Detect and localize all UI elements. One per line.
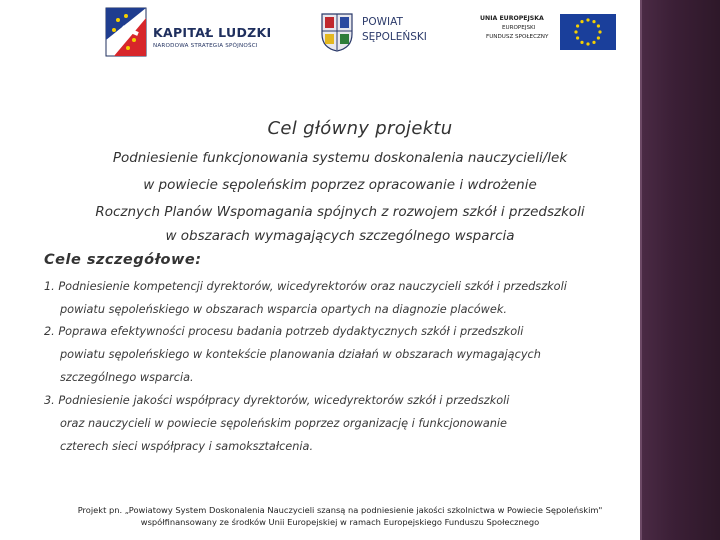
goal-1-line: 1. Podniesienie kompetencji dyrektorów, wicedyrektorów oraz nauczycieli szkół i przedszkoli: [44, 280, 567, 293]
ue-line2: EUROPEJSKI: [502, 25, 536, 31]
goal-1-line: powiatu sępoleńskiego w obszarach wsparcia opartych na diagnozie placówek.: [60, 303, 507, 316]
specific-goals-heading: Cele szczegółowe:: [44, 252, 202, 268]
goal-3-line: czterech sieci współpracy i samokształcenia.: [60, 440, 314, 453]
coat-of-arms-icon: [320, 12, 354, 52]
decorative-sidebar: [642, 0, 720, 540]
kapital-ludzki-logo: [104, 6, 284, 62]
unia-europejska-logo: [478, 12, 618, 52]
logo-header: [0, 0, 640, 70]
ue-line1: UNIA EUROPEJSKA: [480, 15, 544, 22]
goal-2-line: 2. Poprawa efektywności procesu badania potrzeb dydaktycznych szkół i przedszkoli: [44, 325, 524, 338]
footer-line1: Projekt pn. „Powiatowy System Doskonalenia Nauczycieli szansą na podniesienie jakości szkolnictwa w Powiecie Sępoleńskim": [77, 505, 603, 515]
main-goal-line: w powiecie sępoleńskim poprzez opracowanie i wdrożenie: [143, 177, 537, 193]
goal-3-line: oraz nauczycieli w powiecie sępoleńskim poprzez organizację i funkcjonowanie: [60, 417, 507, 430]
ue-line3: FUNDUSZ SPOŁECZNY: [486, 34, 549, 40]
kapital-ludzki-subtitle: NARODOWA STRATEGIA SPÓJNOŚCI: [153, 43, 258, 49]
powiat-line2: SĘPOLEŃSKI: [362, 31, 427, 43]
page-title: Cel główny projektu: [267, 118, 453, 139]
footer-line2: współfinansowany ze środków Unii Europejskiej w ramach Europejskiego Funduszu Społecznego: [140, 517, 540, 527]
main-goal-line: w obszarach wymagających szczególnego wsparcia: [165, 228, 515, 244]
powiat-line1: POWIAT: [362, 16, 403, 28]
powiat-logo: [320, 12, 430, 52]
main-goal-line: Podniesienie funkcjonowania systemu doskonalenia nauczycieli/lek: [112, 150, 568, 166]
goal-2-line: powiatu sępoleńskiego w kontekście planowania działań w obszarach wymagających: [60, 348, 541, 361]
goal-2-line: szczególnego wsparcia.: [60, 371, 194, 384]
kapital-ludzki-emblem-icon: [104, 6, 150, 62]
kapital-ludzki-title: KAPITAŁ LUDZKI: [153, 25, 272, 40]
goal-3-line: 3. Podniesienie jakości współpracy dyrektorów, wicedyrektorów szkół i przedszkoli: [44, 394, 510, 407]
main-goal-line: Rocznych Planów Wspomagania spójnych z rozwojem szkół i przedszkoli: [95, 204, 585, 220]
eu-flag-icon: [560, 14, 616, 50]
